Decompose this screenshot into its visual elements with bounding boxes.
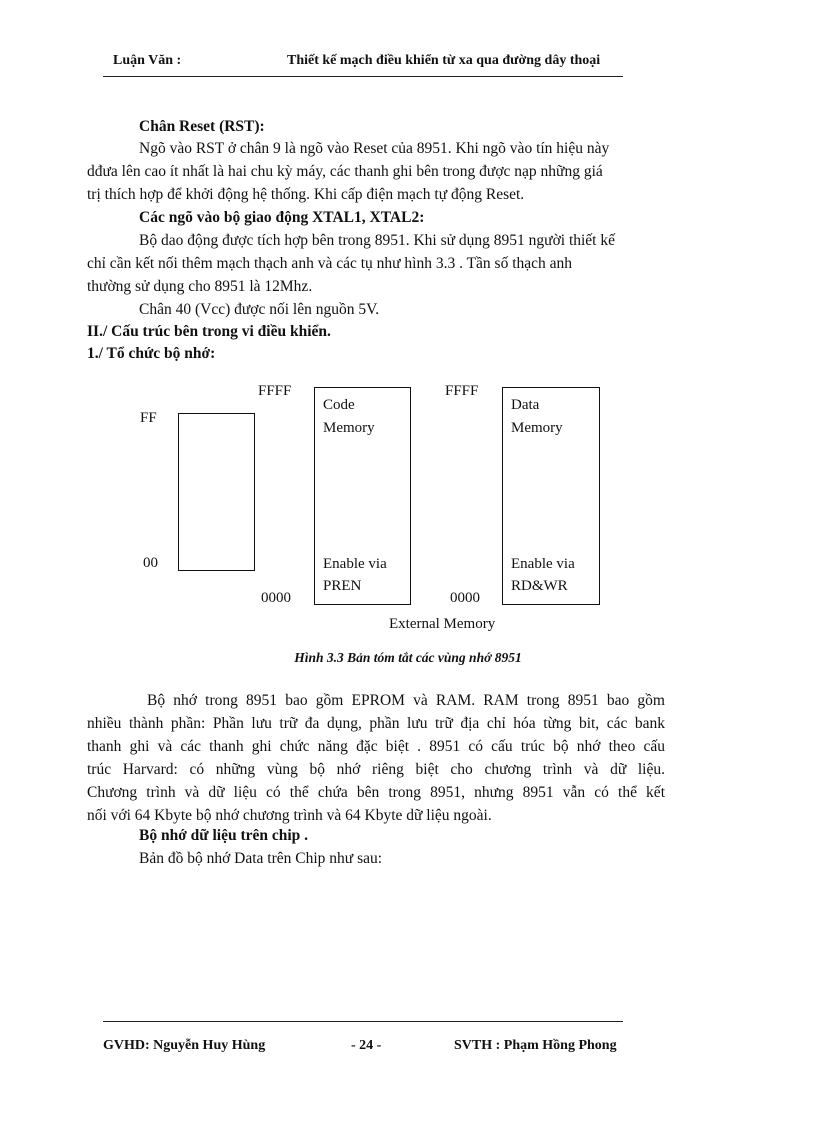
internal-memory-box xyxy=(178,413,255,571)
data-bottom-addr: 0000 xyxy=(450,590,480,606)
memory-line-1: Bộ nhớ trong 8951 bao gồm EPROM và RAM. RAM trong 8951 bao gồm xyxy=(147,692,665,709)
data-enable-2: RD&WR xyxy=(511,578,568,594)
header-left: Luận Văn : xyxy=(113,53,182,68)
rst-heading: Chân Reset (RST): xyxy=(139,118,265,135)
memory-line-4: trúc Harvard: có những vùng bộ nhớ riêng biệt cho chương trình và dữ liệu. xyxy=(87,761,665,778)
xtal-line-2: chỉ cần kết nối thêm mạch thạch anh và các tụ như hình 3.3 . Tần số thạch anh xyxy=(87,255,573,272)
code-top-addr: FFFF xyxy=(258,383,292,399)
footer-left: GVHD: Nguyễn Huy Hùng xyxy=(103,1038,266,1053)
header-title: Thiết kế mạch điều khiển từ xa qua đường dây thoại xyxy=(287,53,601,68)
code-title-1: Code xyxy=(323,397,355,413)
memory-line-5: Chương trình và dữ liệu có thể chứa bên trong 8951, nhưng 8951 vẫn có thể kết xyxy=(87,784,665,801)
xtal-line-4: Chân 40 (Vcc) được nối lên nguồn 5V. xyxy=(139,301,380,318)
memory-line-6: nối với 64 Kbyte bộ nhớ chương trình và 64 Kbyte dữ liệu ngoài. xyxy=(87,807,492,824)
header-rule xyxy=(103,76,623,77)
xtal-heading: Các ngõ vào bộ giao động XTAL1, XTAL2: xyxy=(139,209,425,226)
figure-caption: Hình 3.3 Bản tóm tắt các vùng nhớ 8951 xyxy=(294,650,522,665)
data-top-addr: FFFF xyxy=(445,383,479,399)
footer-rule xyxy=(103,1021,623,1022)
xtal-line-1: Bộ dao động được tích hợp bên trong 8951. Khi sử dụng 8951 người thiết kế xyxy=(139,232,615,249)
internal-bottom-addr: 00 xyxy=(143,555,158,571)
rst-line-2: dđưa lên cao ít nhất là hai chu kỳ máy, các thanh ghi bên trong được nạp những giá xyxy=(87,163,603,180)
rst-line-3: trị thích hợp để khởi động hệ thống. Khi cấp điện mạch tự động Reset. xyxy=(87,186,525,203)
code-enable-2: PREN xyxy=(323,578,362,594)
onchip-heading: Bộ nhớ dữ liệu trên chip . xyxy=(139,827,309,844)
memory-line-3: thanh ghi và các thanh ghi chức năng đặc biệt . 8951 có cấu trúc bộ nhớ theo cấu xyxy=(87,738,665,755)
external-memory-label: External Memory xyxy=(389,616,496,632)
data-title-1: Data xyxy=(511,397,540,413)
onchip-line: Bản đồ bộ nhớ Data trên Chip như sau: xyxy=(139,850,383,867)
section-1-heading: 1./ Tổ chức bộ nhớ: xyxy=(87,345,216,362)
xtal-line-3: thường sử dụng cho 8951 là 12Mhz. xyxy=(87,278,313,295)
code-bottom-addr: 0000 xyxy=(261,590,291,606)
internal-top-addr: FF xyxy=(140,410,157,426)
section-ii-heading: II./ Cấu trúc bên trong vi điều khiển. xyxy=(87,323,331,340)
code-enable-1: Enable via xyxy=(323,556,387,572)
footer-right: SVTH : Phạm Hồng Phong xyxy=(454,1038,617,1053)
memory-line-2: nhiều thành phần: Phần lưu trữ đa dụng, phần lưu trữ địa chỉ hóa từng bit, các bank xyxy=(87,715,665,732)
page-number: - 24 - xyxy=(351,1038,382,1053)
code-title-2: Memory xyxy=(323,420,375,436)
data-title-2: Memory xyxy=(511,420,563,436)
data-enable-1: Enable via xyxy=(511,556,575,572)
rst-line-1: Ngõ vào RST ở chân 9 là ngõ vào Reset của 8951. Khi ngõ vào tín hiệu này xyxy=(139,140,610,157)
